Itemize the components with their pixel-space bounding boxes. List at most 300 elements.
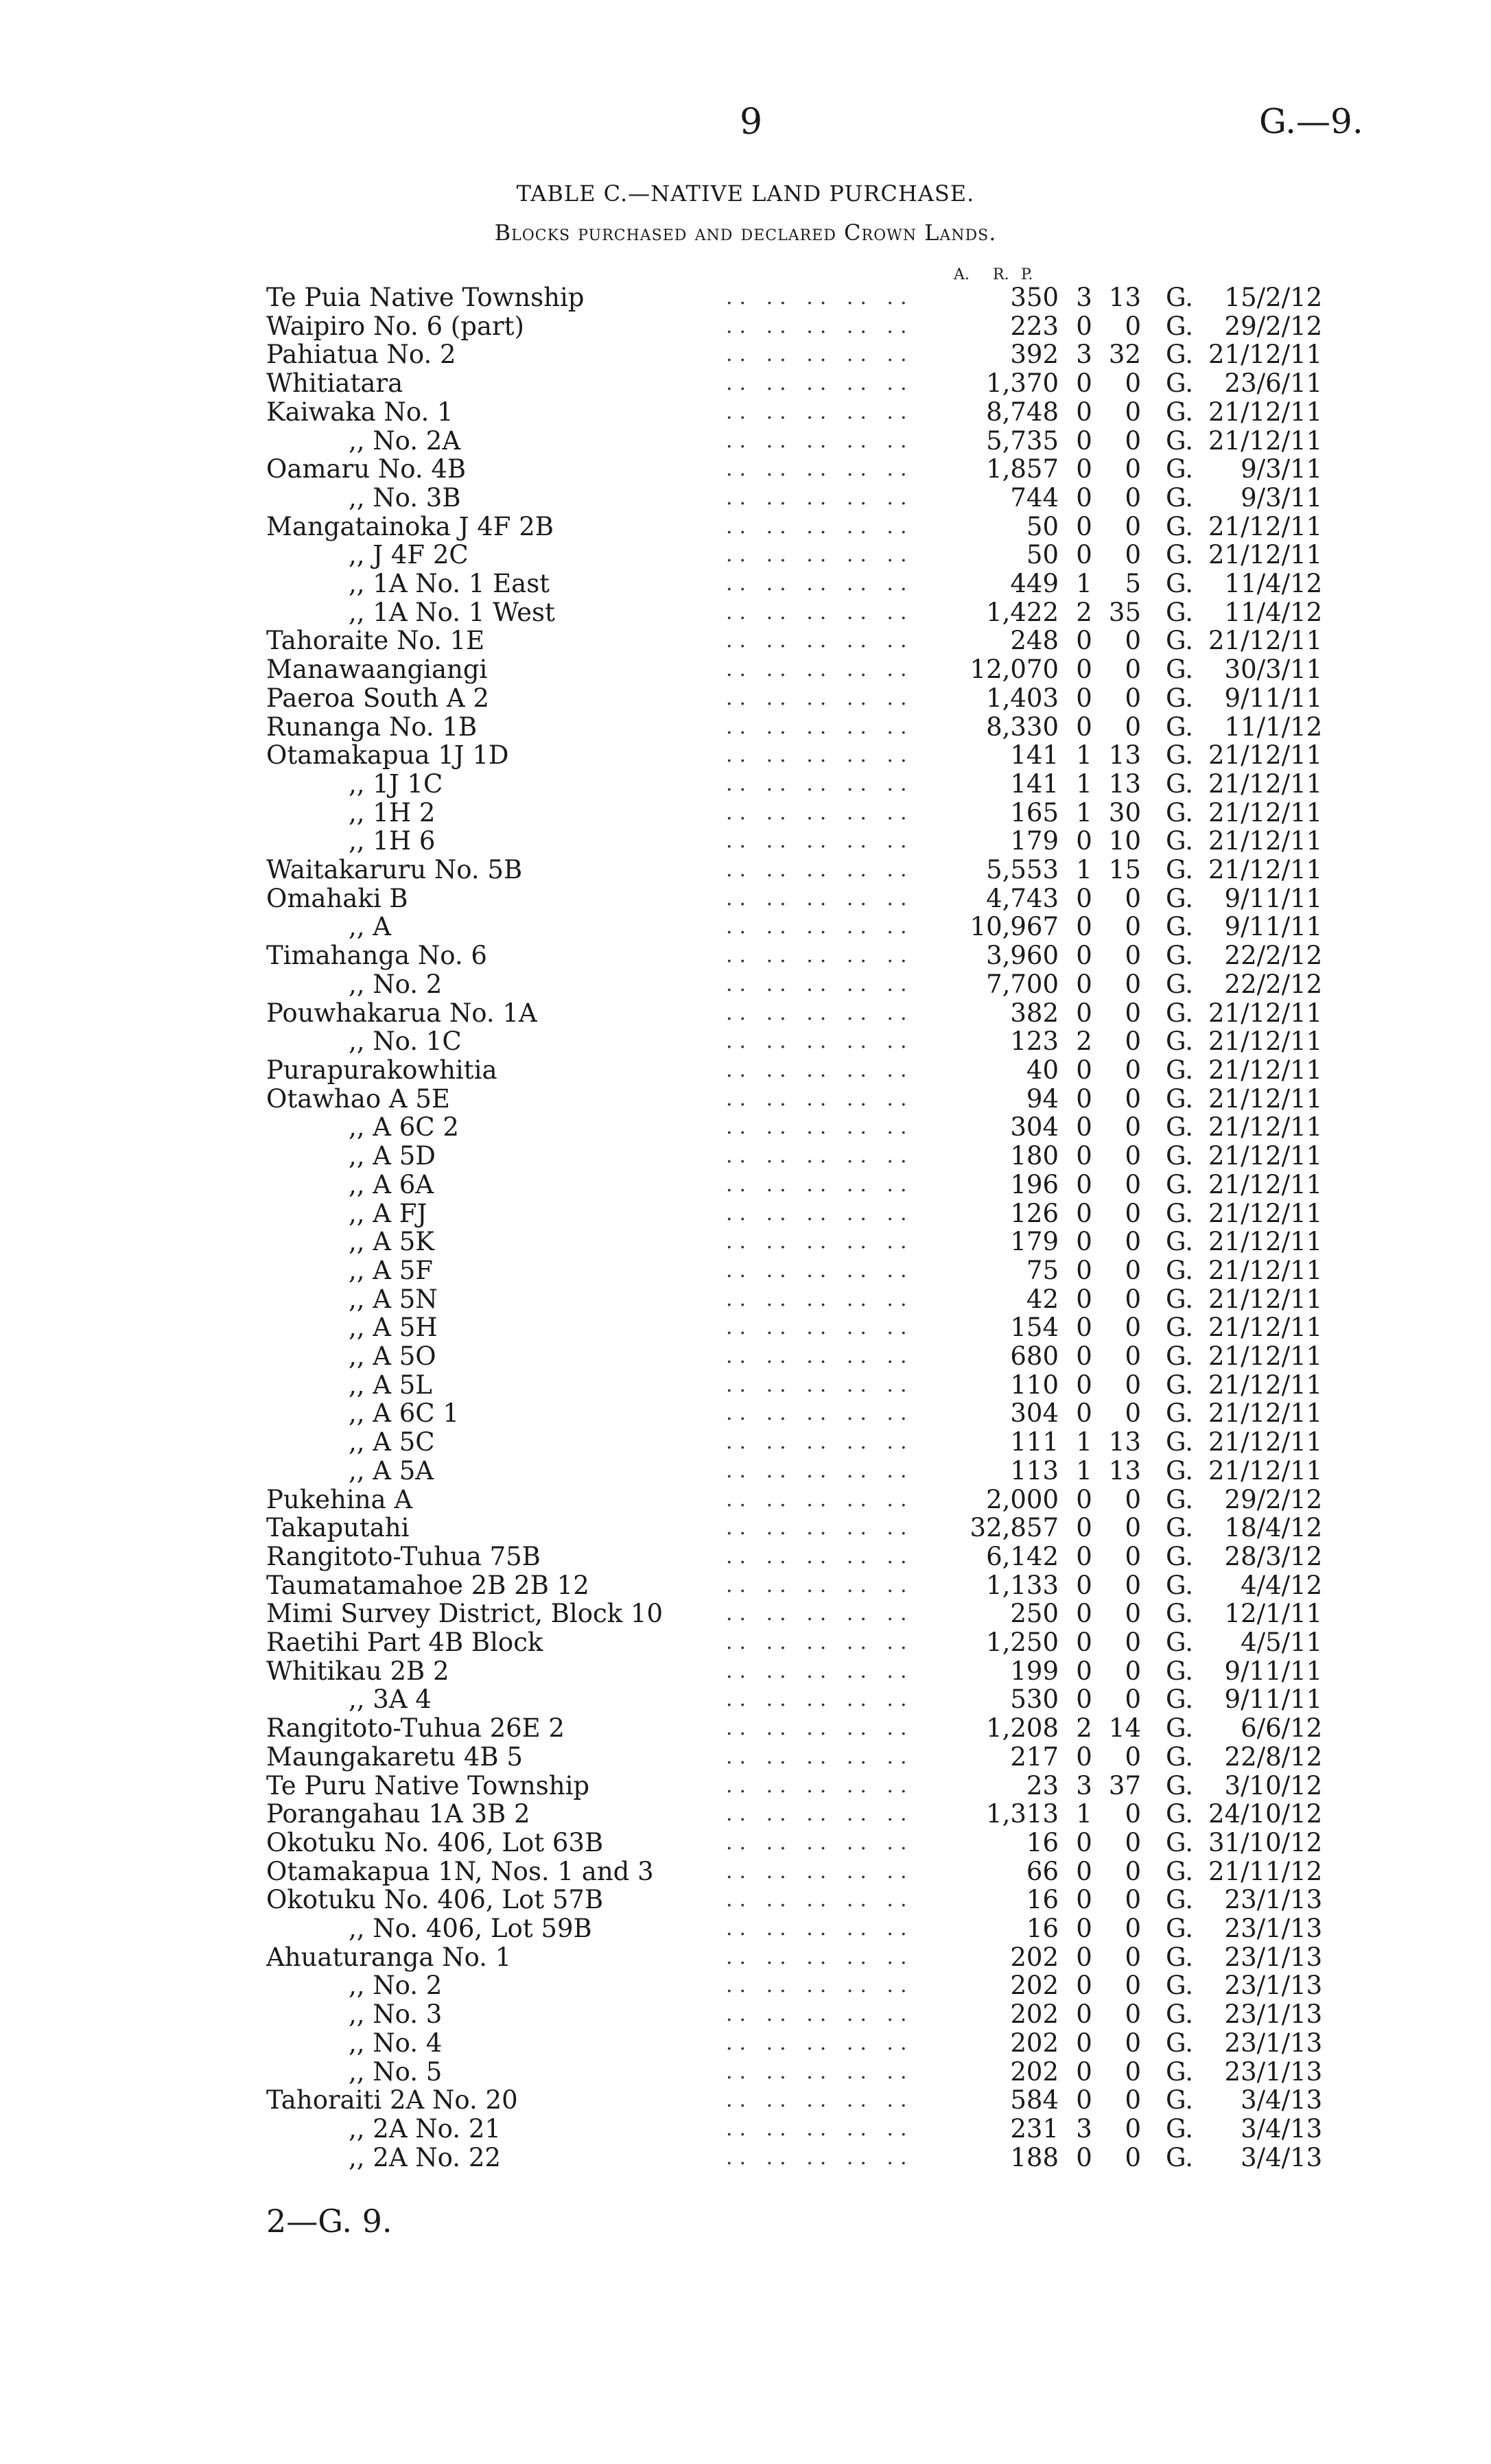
leader-dots: .. .. .. .. .. (726, 1973, 914, 1998)
roods-value: 2 (1076, 597, 1092, 627)
gazette-date: 21/12/11 (1208, 740, 1323, 771)
table-row (266, 1886, 1322, 1914)
land-purchase-table (266, 283, 1322, 2172)
block-name: Whitiatara (266, 368, 403, 399)
roods-value: 0 (1076, 1971, 1092, 2001)
acres-value: 8,330 (986, 712, 1059, 742)
perches-value: 0 (1125, 511, 1141, 541)
gazette-date: 9/11/11 (1224, 883, 1323, 913)
gazette-date: 21/12/11 (1208, 768, 1323, 799)
leader-dots: .. .. .. .. .. (726, 1687, 914, 1712)
block-name: ,, A 6C 1 (349, 1398, 459, 1429)
roods-value: 1 (1076, 1427, 1092, 1457)
gazette-ref: G. (1166, 454, 1193, 484)
perches-value: 0 (1125, 1313, 1141, 1343)
roods-value: 0 (1076, 1141, 1092, 1171)
perches-value: 0 (1125, 1026, 1141, 1057)
leader-dots: .. .. .. .. .. (726, 1744, 914, 1769)
gazette-ref: G. (1166, 368, 1193, 399)
acres-value: 202 (1010, 2056, 1059, 2087)
acres-value: 126 (1010, 1198, 1059, 1228)
roods-value: 0 (1076, 368, 1092, 399)
gazette-date: 9/3/11 (1241, 482, 1323, 513)
acres-value: 680 (1010, 1341, 1059, 1372)
table-row (266, 1571, 1322, 1600)
acres-value: 350 (1010, 283, 1059, 312)
table-row (266, 1829, 1322, 1857)
acres-value: 5,553 (986, 855, 1059, 885)
table-row (266, 999, 1322, 1028)
gazette-date: 23/1/13 (1224, 1942, 1323, 1972)
perches-value: 0 (1125, 1112, 1141, 1142)
gazette-ref: G. (1166, 340, 1193, 370)
acres-value: 141 (1010, 768, 1059, 799)
gazette-ref: G. (1166, 1112, 1193, 1142)
roods-value: 0 (1076, 941, 1092, 971)
block-name: ,, J 4F 2C (349, 540, 469, 570)
gazette-date: 4/5/11 (1241, 1628, 1323, 1658)
table-row (266, 541, 1322, 570)
acres-value: 16 (1026, 1827, 1059, 1857)
gazette-ref: G. (1166, 1885, 1193, 1915)
block-name: ,, A 6C 2 (349, 1112, 459, 1142)
table-row (266, 2058, 1322, 2087)
gazette-ref: G. (1166, 1198, 1193, 1228)
leader-dots: .. .. .. .. .. (726, 1144, 914, 1169)
acres-value: 141 (1010, 740, 1059, 771)
gazette-ref: G. (1166, 1599, 1193, 1629)
gazette-date: 23/1/13 (1224, 1999, 1323, 2030)
acres-value: 6,142 (986, 1541, 1059, 1571)
roods-value: 0 (1076, 655, 1092, 685)
leader-dots: .. .. .. .. .. (726, 2059, 914, 2084)
table-row (266, 369, 1322, 398)
block-name: Tahoraiti 2A No. 20 (266, 2085, 518, 2115)
perches-value: 0 (1125, 712, 1141, 742)
acres-value: 250 (1010, 1599, 1059, 1629)
acres-value: 16 (1026, 1885, 1059, 1915)
block-name: Rangitoto-Tuhua 75B (266, 1541, 541, 1571)
table-row (266, 1628, 1322, 1657)
gazette-date: 21/12/11 (1208, 626, 1323, 656)
leader-dots: .. .. .. .. .. (726, 972, 914, 996)
block-name: Runanga No. 1B (266, 712, 478, 742)
leader-dots: .. .. .. .. .. (726, 314, 914, 338)
perches-value: 0 (1125, 1169, 1141, 1199)
perches-value: 0 (1125, 1856, 1141, 1886)
gazette-ref: G. (1166, 998, 1193, 1028)
gazette-ref: G. (1166, 1770, 1193, 1800)
perches-value: 0 (1125, 1741, 1141, 1772)
roods-value: 0 (1076, 1198, 1092, 1228)
leader-dots: .. .. .. .. .. (726, 800, 914, 825)
acres-value: 123 (1010, 1026, 1059, 1057)
roods-value: 2 (1076, 1026, 1092, 1057)
leader-dots: .. .. .. .. .. (726, 514, 914, 539)
table-row (266, 1399, 1322, 1428)
table-subtitle: Blocks purchased and declared Crown Lands. (494, 220, 997, 246)
table-row (266, 1914, 1322, 1943)
gazette-date: 3/10/12 (1224, 1770, 1323, 1800)
gazette-ref: G. (1166, 1799, 1193, 1829)
leader-dots: .. .. .. .. .. (726, 428, 914, 453)
perches-value: 37 (1108, 1770, 1141, 1800)
gazette-ref: G. (1166, 1284, 1193, 1314)
table-row (266, 1657, 1322, 1686)
roods-value: 3 (1076, 340, 1092, 370)
block-name: Tahoraite No. 1E (266, 626, 485, 656)
perches-value: 0 (1125, 1885, 1141, 1915)
table-row (266, 1228, 1322, 1256)
block-name: Te Puia Native Township (266, 283, 585, 312)
table-row (266, 1199, 1322, 1228)
perches-value: 0 (1125, 454, 1141, 484)
perches-value: 0 (1125, 1055, 1141, 1085)
roods-value: 0 (1076, 1370, 1092, 1400)
gazette-ref: G. (1166, 1541, 1193, 1571)
block-name: Pukehina A (266, 1484, 413, 1514)
gazette-ref: G. (1166, 2142, 1193, 2172)
block-name: Te Puru Native Township (266, 1770, 590, 1800)
roods-value: 0 (1076, 1541, 1092, 1571)
perches-value: 0 (1125, 1570, 1141, 1600)
acres-value: 202 (1010, 2028, 1059, 2058)
acres-value: 165 (1010, 797, 1059, 828)
roods-value: 0 (1076, 969, 1092, 999)
acres-value: 1,370 (986, 368, 1059, 399)
roods-value: 0 (1076, 1169, 1092, 1199)
roods-value: 0 (1076, 2085, 1092, 2115)
leader-dots: .. .. .. .. .. (726, 1601, 914, 1626)
gazette-date: 3/4/13 (1241, 2085, 1323, 2115)
gazette-ref: G. (1166, 1741, 1193, 1772)
perches-value: 0 (1125, 1656, 1141, 1686)
gazette-date: 21/12/11 (1208, 540, 1323, 570)
table-row (266, 1857, 1322, 1886)
gazette-ref: G. (1166, 826, 1193, 856)
gazette-ref: G. (1166, 883, 1193, 913)
block-name: ,, 1A No. 1 West (349, 597, 555, 627)
gazette-date: 23/6/11 (1224, 368, 1323, 399)
block-name: Mangatainoka J 4F 2B (266, 511, 554, 541)
gazette-ref: G. (1166, 683, 1193, 713)
perches-value: 0 (1125, 1827, 1141, 1857)
table-row (266, 713, 1322, 742)
roods-value: 0 (1076, 1513, 1092, 1543)
gazette-date: 21/12/11 (1208, 1455, 1323, 1486)
perches-value: 0 (1125, 1141, 1141, 1171)
gazette-ref: G. (1166, 283, 1193, 312)
acres-value: 584 (1010, 2085, 1059, 2115)
acres-value: 113 (1010, 1455, 1059, 1486)
perches-value: 0 (1125, 368, 1141, 399)
gazette-ref: G. (1166, 626, 1193, 656)
acres-value: 530 (1010, 1685, 1059, 1715)
acres-value: 16 (1026, 1914, 1059, 1944)
leader-dots: .. .. .. .. .. (726, 858, 914, 882)
acres-value: 23 (1026, 1770, 1059, 1800)
block-name: Maungakaretu 4B 5 (266, 1741, 523, 1772)
gazette-ref: G. (1166, 1971, 1193, 2001)
gazette-date: 22/2/12 (1224, 941, 1323, 971)
roods-value: 1 (1076, 569, 1092, 599)
leader-dots: .. .. .. .. .. (726, 1773, 914, 1798)
roods-value: 1 (1076, 740, 1092, 771)
table-row (266, 484, 1322, 513)
gazette-ref: G. (1166, 1026, 1193, 1057)
perches-value: 0 (1125, 1284, 1141, 1314)
gazette-date: 12/1/11 (1224, 1599, 1323, 1629)
perches-value: 0 (1125, 1942, 1141, 1972)
gazette-date: 4/4/12 (1241, 1570, 1323, 1600)
roods-value: 0 (1076, 482, 1092, 513)
leader-dots: .. .. .. .. .. (726, 1115, 914, 1140)
roods-value: 1 (1076, 1455, 1092, 1486)
perches-value: 0 (1125, 1341, 1141, 1372)
block-name: ,, A 5L (349, 1370, 432, 1400)
roods-value: 0 (1076, 1083, 1092, 1114)
leader-dots: .. .. .. .. .. (726, 2145, 914, 2170)
leader-dots: .. .. .. .. .. (726, 543, 914, 567)
gazette-date: 23/1/13 (1224, 1971, 1323, 2001)
gazette-date: 23/1/13 (1224, 1914, 1323, 1944)
gazette-ref: G. (1166, 1827, 1193, 1857)
table-row (266, 1285, 1322, 1314)
roods-value: 0 (1076, 1741, 1092, 1772)
gazette-date: 21/12/11 (1208, 826, 1323, 856)
acres-value: 223 (1010, 311, 1059, 341)
table-row (266, 1027, 1322, 1056)
roods-value: 0 (1076, 1999, 1092, 2030)
gazette-ref: G. (1166, 1083, 1193, 1114)
roods-value: 0 (1076, 1885, 1092, 1915)
block-name: Paeroa South A 2 (266, 683, 489, 713)
gazette-ref: G. (1166, 1685, 1193, 1715)
perches-value: 0 (1125, 1971, 1141, 2001)
acres-value: 1,422 (986, 597, 1059, 627)
leader-dots: .. .. .. .. .. (726, 1258, 914, 1282)
table-row (266, 1743, 1322, 1772)
roods-value: 0 (1076, 1227, 1092, 1257)
leader-dots: .. .. .. .. .. (726, 629, 914, 653)
perches-value: 0 (1125, 941, 1141, 971)
leader-dots: .. .. .. .. .. (726, 1945, 914, 1969)
leader-dots: .. .. .. .. .. (726, 1344, 914, 1369)
block-name: ,, A FJ (349, 1198, 427, 1228)
table-row (266, 1971, 1322, 2000)
perches-value: 0 (1125, 397, 1141, 427)
perches-value: 0 (1125, 683, 1141, 713)
gazette-ref: G. (1166, 1513, 1193, 1543)
leader-dots: .. .. .. .. .. (726, 2030, 914, 2055)
perches-value: 30 (1108, 797, 1141, 828)
roods-value: 0 (1076, 826, 1092, 856)
acres-value: 7,700 (986, 969, 1059, 999)
gazette-date: 29/2/12 (1224, 311, 1323, 341)
table-row (266, 1256, 1322, 1285)
table-row (266, 626, 1322, 655)
document-reference: G.—9. (1259, 102, 1363, 141)
acres-value: 179 (1010, 826, 1059, 856)
table-row (266, 1342, 1322, 1371)
leader-dots: .. .. .. .. .. (726, 1573, 914, 1597)
gazette-ref: G. (1166, 1141, 1193, 1171)
roods-value: 0 (1076, 712, 1092, 742)
roods-value: 0 (1076, 425, 1092, 456)
table-row (266, 1542, 1322, 1571)
acres-value: 32,857 (970, 1513, 1059, 1543)
table-row (266, 2144, 1322, 2172)
table-row (266, 2029, 1322, 2058)
roods-value: 1 (1076, 768, 1092, 799)
leader-dots: .. .. .. .. .. (726, 1916, 914, 1941)
roods-value: 0 (1076, 1341, 1092, 1372)
gazette-date: 21/12/11 (1208, 1370, 1323, 1400)
gazette-ref: G. (1166, 768, 1193, 799)
gazette-ref: G. (1166, 2114, 1193, 2144)
acres-value: 1,133 (986, 1570, 1059, 1600)
acres-value: 40 (1026, 1055, 1059, 1085)
perches-value: 0 (1125, 2142, 1141, 2172)
perches-value: 0 (1125, 1227, 1141, 1257)
gazette-ref: G. (1166, 797, 1193, 828)
gazette-ref: G. (1166, 941, 1193, 971)
gazette-ref: G. (1166, 1398, 1193, 1429)
acres-value: 304 (1010, 1398, 1059, 1429)
block-name: Whitikau 2B 2 (266, 1656, 449, 1686)
table-row (266, 684, 1322, 713)
gazette-date: 31/10/12 (1208, 1827, 1323, 1857)
table-row (266, 398, 1322, 427)
gazette-date: 21/11/12 (1208, 1856, 1323, 1886)
gazette-ref: G. (1166, 712, 1193, 742)
gazette-date: 29/2/12 (1224, 1484, 1323, 1514)
gazette-date: 30/3/11 (1224, 655, 1323, 685)
perches-value: 0 (1125, 1198, 1141, 1228)
block-name: Waitakaruru No. 5B (266, 855, 523, 885)
acres-header: A. (954, 266, 970, 283)
acres-value: 392 (1010, 340, 1059, 370)
acres-value: 154 (1010, 1313, 1059, 1343)
acres-value: 196 (1010, 1169, 1059, 1199)
block-name: ,, A 6A (349, 1169, 434, 1199)
gazette-date: 21/12/11 (1208, 1083, 1323, 1114)
roods-value: 3 (1076, 283, 1092, 312)
block-name: ,, A (349, 912, 392, 942)
gazette-ref: G. (1166, 540, 1193, 570)
perches-value: 0 (1125, 969, 1141, 999)
table-row (266, 1514, 1322, 1542)
leader-dots: .. .. .. .. .. (726, 1201, 914, 1225)
perches-value: 0 (1125, 1370, 1141, 1400)
gazette-ref: G. (1166, 2056, 1193, 2087)
gazette-ref: G. (1166, 1656, 1193, 1686)
table-row (266, 2000, 1322, 2029)
roods-value: 0 (1076, 1398, 1092, 1429)
gazette-ref: G. (1166, 1370, 1193, 1400)
gazette-date: 28/3/12 (1224, 1541, 1323, 1571)
gazette-ref: G. (1166, 397, 1193, 427)
acres-value: 199 (1010, 1656, 1059, 1686)
gazette-ref: G. (1166, 740, 1193, 771)
gazette-ref: G. (1166, 1942, 1193, 1972)
acres-value: 1,208 (986, 1713, 1059, 1744)
block-name: Manawaangiangi (266, 655, 488, 685)
perches-value: 0 (1125, 998, 1141, 1028)
roods-value: 0 (1076, 1656, 1092, 1686)
leader-dots: .. .. .. .. .. (726, 915, 914, 939)
perches-value: 0 (1125, 2114, 1141, 2144)
block-name: Kaiwaka No. 1 (266, 397, 454, 427)
gazette-date: 21/12/11 (1208, 998, 1323, 1028)
perches-value: 13 (1108, 283, 1141, 312)
gazette-ref: G. (1166, 1914, 1193, 1944)
leader-dots: .. .. .. .. .. (726, 1458, 914, 1483)
table-row (266, 1171, 1322, 1199)
roods-value: 0 (1076, 454, 1092, 484)
gazette-ref: G. (1166, 482, 1193, 513)
leader-dots: .. .. .. .. .. (726, 1172, 914, 1197)
gazette-date: 23/1/13 (1224, 2056, 1323, 2087)
block-name: ,, No. 406, Lot 59B (349, 1914, 592, 1944)
acres-value: 382 (1010, 998, 1059, 1028)
leader-dots: .. .. .. .. .. (726, 285, 914, 309)
acres-value: 304 (1010, 1112, 1059, 1142)
leader-dots: .. .. .. .. .. (726, 572, 914, 596)
leader-dots: .. .. .. .. .. (726, 1430, 914, 1455)
block-name: Otamakapua 1N, Nos. 1 and 3 (266, 1856, 654, 1886)
table-row (266, 1800, 1322, 1829)
perches-value: 0 (1125, 482, 1141, 513)
block-name: ,, No. 1C (349, 1026, 462, 1057)
block-name: Pouwhakarua No. 1A (266, 998, 537, 1028)
table-row (266, 1085, 1322, 1114)
roods-value: 0 (1076, 1599, 1092, 1629)
table-row (266, 970, 1322, 999)
roods-value: 0 (1076, 311, 1092, 341)
gazette-date: 3/4/13 (1241, 2114, 1323, 2144)
gazette-date: 9/3/11 (1241, 454, 1323, 484)
gazette-ref: G. (1166, 2028, 1193, 2058)
gazette-date: 21/12/11 (1208, 1227, 1323, 1257)
roods-value: 0 (1076, 397, 1092, 427)
gazette-date: 21/12/11 (1208, 797, 1323, 828)
block-name: Timahanga No. 6 (266, 941, 487, 971)
acres-value: 12,070 (970, 655, 1059, 685)
perches-value: 0 (1125, 883, 1141, 913)
roods-value: 0 (1076, 1570, 1092, 1600)
gazette-date: 9/11/11 (1224, 912, 1323, 942)
gazette-date: 11/1/12 (1224, 712, 1323, 742)
acres-value: 180 (1010, 1141, 1059, 1171)
leader-dots: .. .. .. .. .. (726, 1000, 914, 1025)
gazette-ref: G. (1166, 1628, 1193, 1658)
gazette-date: 24/10/12 (1208, 1799, 1323, 1829)
roods-value: 0 (1076, 1112, 1092, 1142)
perches-value: 0 (1125, 1255, 1141, 1285)
perches-value: 0 (1125, 655, 1141, 685)
gazette-ref: G. (1166, 511, 1193, 541)
gazette-date: 21/12/11 (1208, 1141, 1323, 1171)
table-row (266, 1313, 1322, 1342)
acres-value: 5,735 (986, 425, 1059, 456)
roods-value: 0 (1076, 2056, 1092, 2087)
roods-value: 0 (1076, 2142, 1092, 2172)
gazette-date: 21/12/11 (1208, 1055, 1323, 1085)
leader-dots: .. .. .. .. .. (726, 1372, 914, 1397)
table-row (266, 1943, 1322, 1972)
leader-dots: .. .. .. .. .. (726, 685, 914, 710)
